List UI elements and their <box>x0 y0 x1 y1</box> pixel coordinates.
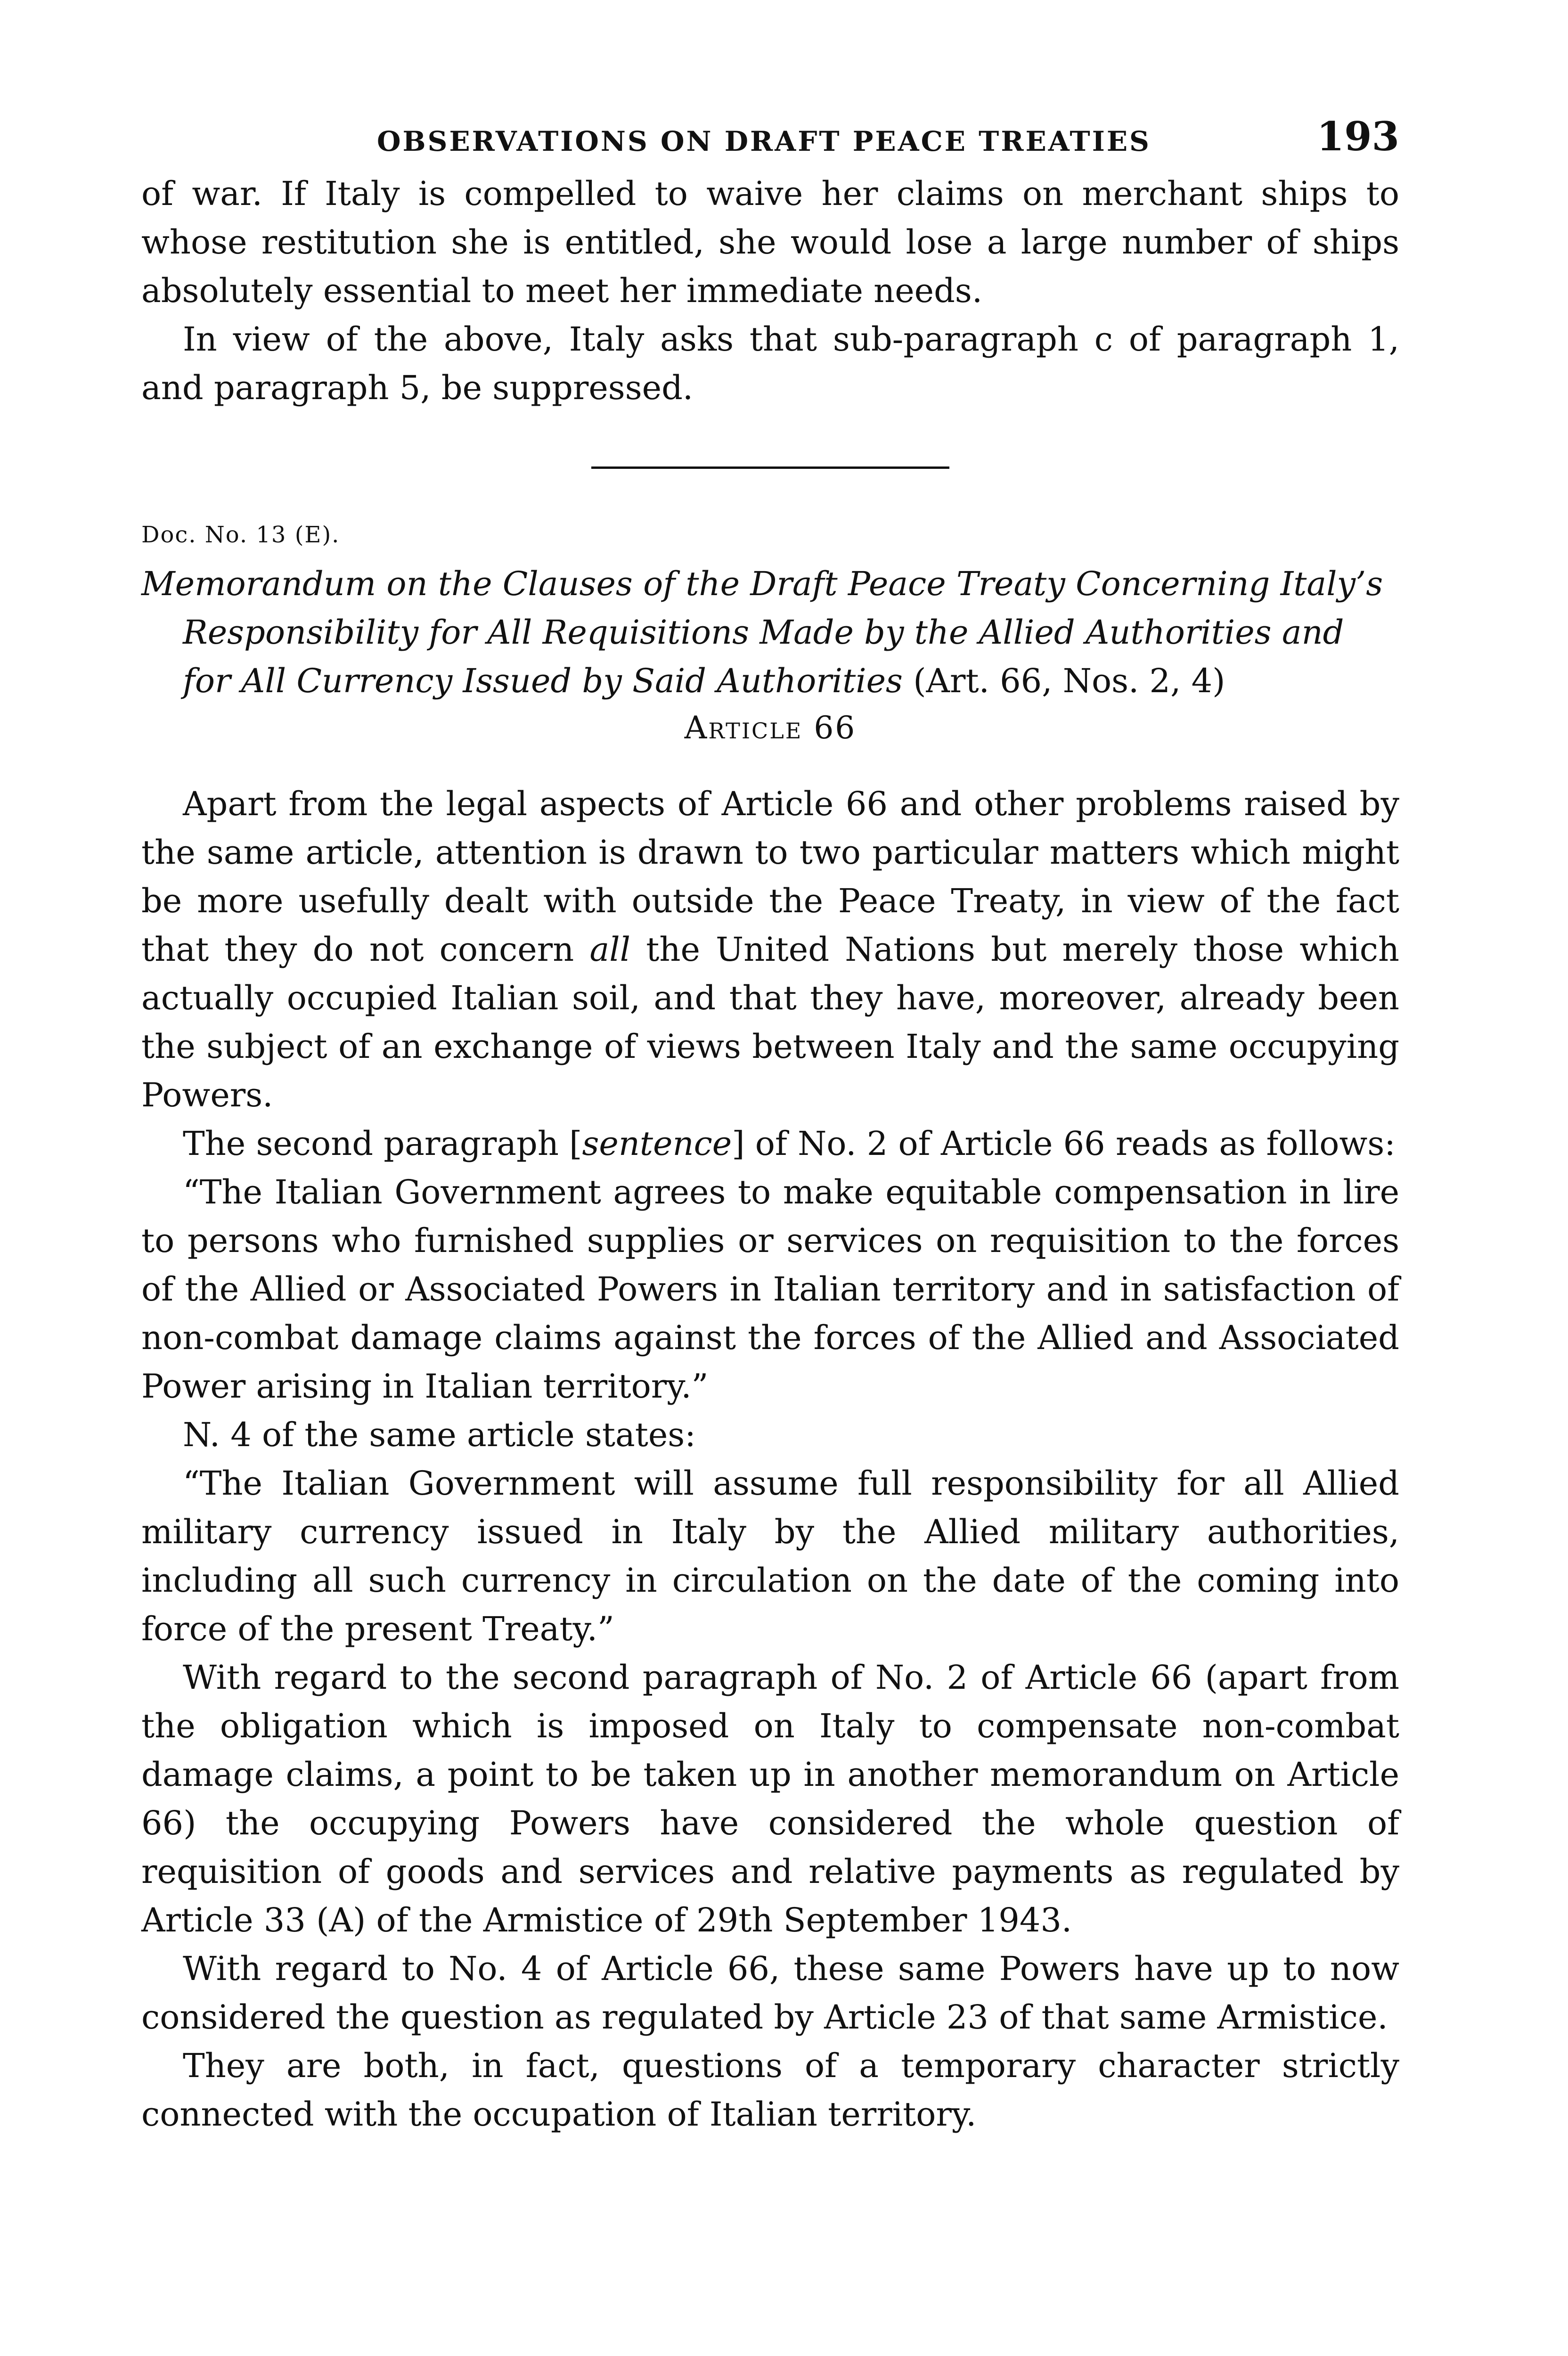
section-divider <box>591 466 949 469</box>
body-paragraph-2: The second paragraph [sentence] of No. 2 of Article 66 reads as follows: <box>183 1124 1396 1163</box>
body-paragraph-1: Apart from the legal aspects of Article 66 and other problems raised by the same article, attention is drawn to two particular matters which might be more usefully dealt with outside the Peace Treaty, in view of the fact that they do not concern all the United Nations but merely those which actually occupied Italian soil, and that they have, moreover, already been the subject of an exchange of views between Italy and the same occupying Powers. <box>141 785 1399 1114</box>
body-paragraph-7: With regard to No. 4 of Article 66, these same Powers have up to now considered the question as regulated by Article 23 of that same Armistice. <box>141 1949 1399 2037</box>
quote-paragraph-no2: “The Italian Government agrees to make equitable compensation in lire to persons who furnished supplies or services on requisition to the forces of the Allied or Associated Powers in Italian territory and in satisfaction of non-combat damage claims against the forces of the Allied and Associated Power arising in Italian territory.” <box>141 1173 1399 1406</box>
memorandum-title-article-ref: (Art. 66, Nos. 2, 4) <box>902 662 1225 700</box>
quote-paragraph-no4: “The Italian Government will assume full responsibility for all Allied military currency issued in Italy by the Allied military authorities, including all such currency in circulation on the date of the coming into force of the present Treaty.” <box>141 1464 1399 1648</box>
continuation-paragraph: of war. If Italy is compelled to waive her claims on merchant ships to whose restitution she is entitled, she would lose a large number of ships absolutely essential to meet her immediate needs. <box>141 174 1399 310</box>
memorandum-title-italic: Memorandum on the Clauses of the Draft Peace Treaty Concerning Italy’s Responsibility for All Requisitions Made by the Allied Authorities and for All Currency Issued by Said Authorities <box>141 564 1383 700</box>
memorandum-title <box>141 560 1399 705</box>
article-heading: Article 66 <box>684 710 857 746</box>
document-reference: Doc. No. 13 (E). <box>141 522 340 548</box>
running-header <box>141 113 1399 170</box>
running-title: OBSERVATIONS ON DRAFT PEACE TREATIES <box>377 125 1151 157</box>
body-paragraph-6: With regard to the second paragraph of No. 2 of Article 66 (apart from the obligation which is imposed on Italy to compensate non-combat damage claims, a point to be taken up in another memorandum on Article 66) the occupying Powers have considered the whole question of requisition of goods and services and relative payments as regulated by Article 33 (A) of the Armistice of 29th September 1943. <box>141 1658 1399 1939</box>
document-page <box>141 113 1399 2356</box>
emphasis-all: all <box>589 930 631 969</box>
body-paragraph-8: They are both, in fact, questions of a temporary character strictly connected with the occupation of Italian territory. <box>141 2046 1399 2134</box>
page-number: 193 <box>1316 113 1399 160</box>
continuation-request-paragraph: In view of the above, Italy asks that sub-paragraph c of paragraph 1, and paragraph 5, be suppressed. <box>141 320 1399 407</box>
emphasis-sentence: sentence <box>582 1124 732 1163</box>
body-paragraph-4: N. 4 of the same article states: <box>183 1415 696 1454</box>
